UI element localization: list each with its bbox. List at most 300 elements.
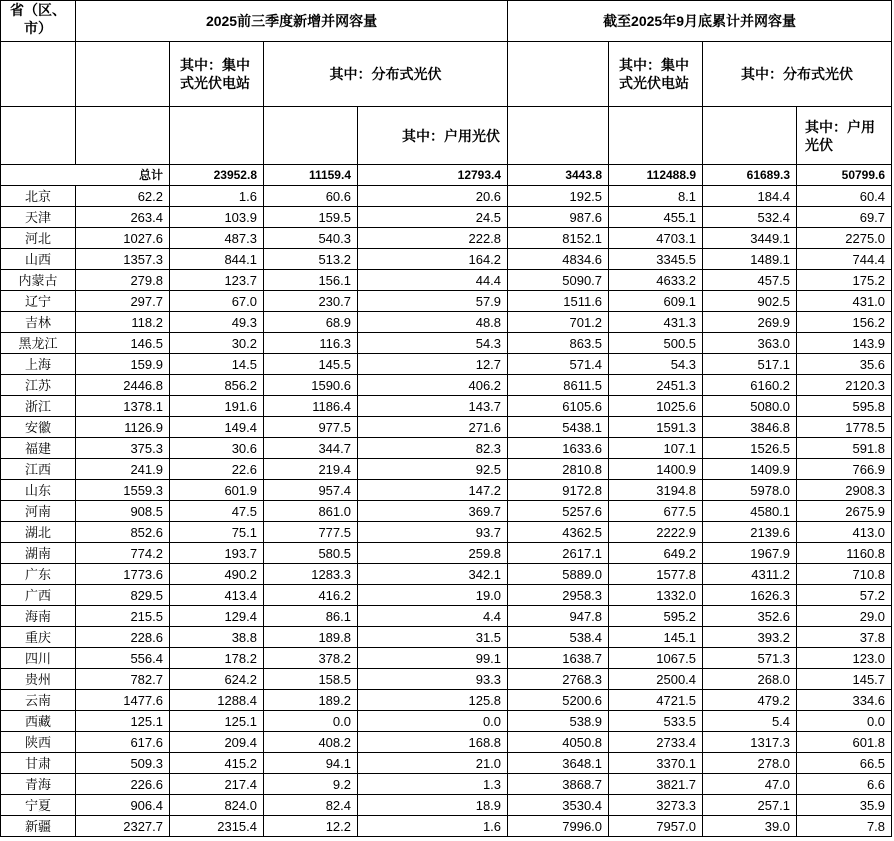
capacity-value: 164.2 <box>358 249 508 270</box>
capacity-value: 824.0 <box>170 795 264 816</box>
province-name: 河北 <box>1 228 76 249</box>
province-name: 安徽 <box>1 417 76 438</box>
capacity-value: 1027.6 <box>76 228 170 249</box>
total-value: 50799.6 <box>797 165 892 186</box>
capacity-value: 777.5 <box>264 522 358 543</box>
capacity-value: 0.0 <box>264 711 358 732</box>
capacity-value: 457.5 <box>703 270 797 291</box>
table-row <box>1 312 892 333</box>
capacity-value: 62.2 <box>76 186 170 207</box>
capacity-value: 191.6 <box>170 396 264 417</box>
capacity-value: 856.2 <box>170 375 264 396</box>
capacity-value: 2139.6 <box>703 522 797 543</box>
table-row <box>1 564 892 585</box>
capacity-value: 8.1 <box>609 186 703 207</box>
cum-central-header: 其中：集中式光伏电站 <box>609 42 703 107</box>
capacity-value: 93.7 <box>358 522 508 543</box>
total-value: 3443.8 <box>508 165 609 186</box>
province-name: 贵州 <box>1 669 76 690</box>
table-row <box>1 270 892 291</box>
capacity-value: 617.6 <box>76 732 170 753</box>
cum-household-header: 其中：户用光伏 <box>797 107 892 165</box>
capacity-value: 1126.9 <box>76 417 170 438</box>
capacity-value: 149.4 <box>170 417 264 438</box>
capacity-value: 500.5 <box>609 333 703 354</box>
capacity-value: 259.8 <box>358 543 508 564</box>
table-row <box>1 186 892 207</box>
table-row <box>1 648 892 669</box>
capacity-value: 1332.0 <box>609 585 703 606</box>
capacity-value: 6105.6 <box>508 396 609 417</box>
capacity-value: 415.2 <box>170 753 264 774</box>
capacity-value: 94.1 <box>264 753 358 774</box>
capacity-value: 44.4 <box>358 270 508 291</box>
capacity-value: 490.2 <box>170 564 264 585</box>
province-name: 广西 <box>1 585 76 606</box>
capacity-value: 189.8 <box>264 627 358 648</box>
capacity-value: 4633.2 <box>609 270 703 291</box>
total-value: 11159.4 <box>264 165 358 186</box>
table-row <box>1 711 892 732</box>
capacity-value: 125.8 <box>358 690 508 711</box>
capacity-value: 158.5 <box>264 669 358 690</box>
capacity-value: 2675.9 <box>797 501 892 522</box>
capacity-value: 6160.2 <box>703 375 797 396</box>
capacity-value: 7996.0 <box>508 816 609 837</box>
header-blank-cell <box>1 42 76 107</box>
capacity-value: 263.4 <box>76 207 170 228</box>
capacity-value: 455.1 <box>609 207 703 228</box>
capacity-value: 406.2 <box>358 375 508 396</box>
province-name: 湖北 <box>1 522 76 543</box>
capacity-value: 902.5 <box>703 291 797 312</box>
capacity-value: 677.5 <box>609 501 703 522</box>
capacity-value: 1.6 <box>170 186 264 207</box>
capacity-value: 69.7 <box>797 207 892 228</box>
capacity-value: 2327.7 <box>76 816 170 837</box>
capacity-value: 20.6 <box>358 186 508 207</box>
capacity-value: 178.2 <box>170 648 264 669</box>
capacity-value: 2315.4 <box>170 816 264 837</box>
header-blank-cell <box>170 107 264 165</box>
capacity-value: 99.1 <box>358 648 508 669</box>
capacity-value: 66.5 <box>797 753 892 774</box>
capacity-value: 334.6 <box>797 690 892 711</box>
capacity-value: 4050.8 <box>508 732 609 753</box>
capacity-value: 297.7 <box>76 291 170 312</box>
capacity-value: 408.2 <box>264 732 358 753</box>
capacity-value: 145.7 <box>797 669 892 690</box>
capacity-value: 143.9 <box>797 333 892 354</box>
capacity-value: 538.9 <box>508 711 609 732</box>
capacity-value: 219.4 <box>264 459 358 480</box>
capacity-value: 5438.1 <box>508 417 609 438</box>
table-row <box>1 627 892 648</box>
province-name: 江西 <box>1 459 76 480</box>
capacity-value: 54.3 <box>609 354 703 375</box>
capacity-value: 1559.3 <box>76 480 170 501</box>
cum-distributed-header: 其中：分布式光伏 <box>703 42 892 107</box>
capacity-value: 0.0 <box>797 711 892 732</box>
capacity-value: 863.5 <box>508 333 609 354</box>
capacity-value: 3449.1 <box>703 228 797 249</box>
capacity-value: 649.2 <box>609 543 703 564</box>
capacity-value: 21.0 <box>358 753 508 774</box>
capacity-value: 278.0 <box>703 753 797 774</box>
capacity-value: 580.5 <box>264 543 358 564</box>
capacity-value: 2908.3 <box>797 480 892 501</box>
table-row <box>1 732 892 753</box>
table-row <box>1 606 892 627</box>
capacity-value: 1773.6 <box>76 564 170 585</box>
header-blank-cell <box>76 42 170 107</box>
capacity-value: 6.6 <box>797 774 892 795</box>
capacity-value: 2275.0 <box>797 228 892 249</box>
capacity-value: 416.2 <box>264 585 358 606</box>
capacity-value: 2451.3 <box>609 375 703 396</box>
capacity-value: 228.6 <box>76 627 170 648</box>
header-blank-cell <box>1 107 76 165</box>
capacity-value: 624.2 <box>170 669 264 690</box>
capacity-value: 2120.3 <box>797 375 892 396</box>
capacity-value: 222.8 <box>358 228 508 249</box>
capacity-value: 192.5 <box>508 186 609 207</box>
total-value: 112488.9 <box>609 165 703 186</box>
capacity-value: 3273.3 <box>609 795 703 816</box>
table-row <box>1 207 892 228</box>
capacity-value: 1778.5 <box>797 417 892 438</box>
capacity-value: 5080.0 <box>703 396 797 417</box>
capacity-value: 431.3 <box>609 312 703 333</box>
capacity-value: 7.8 <box>797 816 892 837</box>
cumulative-capacity-header: 截至2025年9月底累计并网容量 <box>508 1 892 42</box>
province-name: 新疆 <box>1 816 76 837</box>
capacity-value: 957.4 <box>264 480 358 501</box>
table-row <box>1 249 892 270</box>
capacity-value: 977.5 <box>264 417 358 438</box>
capacity-value: 1400.9 <box>609 459 703 480</box>
capacity-value: 118.2 <box>76 312 170 333</box>
capacity-value: 517.1 <box>703 354 797 375</box>
header-blank-cell <box>508 107 609 165</box>
capacity-value: 2733.4 <box>609 732 703 753</box>
capacity-value: 375.3 <box>76 438 170 459</box>
capacity-value: 226.6 <box>76 774 170 795</box>
capacity-value: 279.8 <box>76 270 170 291</box>
capacity-value: 30.6 <box>170 438 264 459</box>
capacity-value: 1288.4 <box>170 690 264 711</box>
table-row <box>1 354 892 375</box>
capacity-value: 217.4 <box>170 774 264 795</box>
capacity-value: 852.6 <box>76 522 170 543</box>
capacity-value: 1160.8 <box>797 543 892 564</box>
capacity-value: 1.3 <box>358 774 508 795</box>
capacity-value: 57.2 <box>797 585 892 606</box>
capacity-value: 1633.6 <box>508 438 609 459</box>
capacity-value: 1526.5 <box>703 438 797 459</box>
table-row <box>1 396 892 417</box>
capacity-value: 3868.7 <box>508 774 609 795</box>
capacity-value: 86.1 <box>264 606 358 627</box>
capacity-value: 159.9 <box>76 354 170 375</box>
capacity-value: 193.7 <box>170 543 264 564</box>
capacity-value: 12.7 <box>358 354 508 375</box>
capacity-value: 75.1 <box>170 522 264 543</box>
province-name: 青海 <box>1 774 76 795</box>
capacity-value: 2222.9 <box>609 522 703 543</box>
capacity-value: 8611.5 <box>508 375 609 396</box>
capacity-value: 146.5 <box>76 333 170 354</box>
capacity-value: 344.7 <box>264 438 358 459</box>
capacity-value: 533.5 <box>609 711 703 732</box>
capacity-value: 47.0 <box>703 774 797 795</box>
province-name: 吉林 <box>1 312 76 333</box>
province-name: 重庆 <box>1 627 76 648</box>
capacity-value: 22.6 <box>170 459 264 480</box>
capacity-value: 116.3 <box>264 333 358 354</box>
capacity-value: 5257.6 <box>508 501 609 522</box>
capacity-value: 540.3 <box>264 228 358 249</box>
capacity-value: 487.3 <box>170 228 264 249</box>
capacity-value: 49.3 <box>170 312 264 333</box>
capacity-value: 37.8 <box>797 627 892 648</box>
capacity-value: 67.0 <box>170 291 264 312</box>
capacity-value: 1489.1 <box>703 249 797 270</box>
capacity-value: 413.4 <box>170 585 264 606</box>
table-row <box>1 816 892 837</box>
province-name: 广东 <box>1 564 76 585</box>
capacity-value: 591.8 <box>797 438 892 459</box>
province-name: 山东 <box>1 480 76 501</box>
capacity-value: 393.2 <box>703 627 797 648</box>
table-row <box>1 585 892 606</box>
capacity-value: 215.5 <box>76 606 170 627</box>
capacity-value: 1378.1 <box>76 396 170 417</box>
capacity-value: 48.8 <box>358 312 508 333</box>
table-row <box>1 795 892 816</box>
capacity-value: 3821.7 <box>609 774 703 795</box>
capacity-value: 82.4 <box>264 795 358 816</box>
total-value: 61689.3 <box>703 165 797 186</box>
capacity-value: 413.0 <box>797 522 892 543</box>
capacity-value: 156.1 <box>264 270 358 291</box>
capacity-value: 1626.3 <box>703 585 797 606</box>
capacity-value: 0.0 <box>358 711 508 732</box>
capacity-value: 1967.9 <box>703 543 797 564</box>
capacity-value: 5.4 <box>703 711 797 732</box>
capacity-value: 571.3 <box>703 648 797 669</box>
header-blank-cell <box>264 107 358 165</box>
total-row <box>1 165 892 186</box>
capacity-value: 1283.3 <box>264 564 358 585</box>
capacity-value: 168.8 <box>358 732 508 753</box>
capacity-value: 4703.1 <box>609 228 703 249</box>
capacity-value: 1477.6 <box>76 690 170 711</box>
table-row <box>1 438 892 459</box>
capacity-value: 18.9 <box>358 795 508 816</box>
table-row <box>1 333 892 354</box>
capacity-value: 82.3 <box>358 438 508 459</box>
province-name: 甘肃 <box>1 753 76 774</box>
capacity-value: 5889.0 <box>508 564 609 585</box>
capacity-value: 156.2 <box>797 312 892 333</box>
capacity-value: 369.7 <box>358 501 508 522</box>
capacity-value: 5200.6 <box>508 690 609 711</box>
capacity-value: 9172.8 <box>508 480 609 501</box>
capacity-value: 47.5 <box>170 501 264 522</box>
capacity-value: 1357.3 <box>76 249 170 270</box>
table-row <box>1 501 892 522</box>
capacity-value: 509.3 <box>76 753 170 774</box>
province-header: 省（区、市） <box>1 1 76 42</box>
table-row <box>1 480 892 501</box>
table-row <box>1 669 892 690</box>
capacity-value: 1.6 <box>358 816 508 837</box>
header-blank-cell <box>76 107 170 165</box>
capacity-value: 257.1 <box>703 795 797 816</box>
table-row <box>1 228 892 249</box>
province-name: 陕西 <box>1 732 76 753</box>
total-value: 23952.8 <box>170 165 264 186</box>
capacity-value: 4580.1 <box>703 501 797 522</box>
capacity-value: 9.2 <box>264 774 358 795</box>
capacity-value: 147.2 <box>358 480 508 501</box>
capacity-value: 378.2 <box>264 648 358 669</box>
capacity-value: 987.6 <box>508 207 609 228</box>
capacity-value: 209.4 <box>170 732 264 753</box>
province-name: 福建 <box>1 438 76 459</box>
capacity-value: 3194.8 <box>609 480 703 501</box>
capacity-value: 844.1 <box>170 249 264 270</box>
capacity-value: 93.3 <box>358 669 508 690</box>
capacity-value: 1317.3 <box>703 732 797 753</box>
capacity-value: 35.9 <box>797 795 892 816</box>
capacity-value: 1511.6 <box>508 291 609 312</box>
header-blank-cell <box>609 107 703 165</box>
new-household-header: 其中：户用光伏 <box>358 107 508 165</box>
capacity-value: 30.2 <box>170 333 264 354</box>
total-value: 12793.4 <box>358 165 508 186</box>
capacity-value: 125.1 <box>76 711 170 732</box>
capacity-value: 744.4 <box>797 249 892 270</box>
capacity-value: 556.4 <box>76 648 170 669</box>
capacity-value: 175.2 <box>797 270 892 291</box>
capacity-value: 14.5 <box>170 354 264 375</box>
total-label: 总计 <box>1 165 170 186</box>
province-name: 山西 <box>1 249 76 270</box>
province-name: 河南 <box>1 501 76 522</box>
capacity-value: 19.0 <box>358 585 508 606</box>
capacity-value: 352.6 <box>703 606 797 627</box>
new-central-header: 其中：集中式光伏电站 <box>170 42 264 107</box>
capacity-value: 1577.8 <box>609 564 703 585</box>
capacity-value: 60.6 <box>264 186 358 207</box>
capacity-value: 1067.5 <box>609 648 703 669</box>
capacity-value: 241.9 <box>76 459 170 480</box>
table-row <box>1 417 892 438</box>
capacity-value: 29.0 <box>797 606 892 627</box>
capacity-value: 230.7 <box>264 291 358 312</box>
province-name: 辽宁 <box>1 291 76 312</box>
capacity-value: 774.2 <box>76 543 170 564</box>
capacity-value: 39.0 <box>703 816 797 837</box>
capacity-value: 595.8 <box>797 396 892 417</box>
capacity-value: 4834.6 <box>508 249 609 270</box>
table-row <box>1 375 892 396</box>
table-row <box>1 753 892 774</box>
capacity-value: 184.4 <box>703 186 797 207</box>
table-row <box>1 774 892 795</box>
capacity-value: 3648.1 <box>508 753 609 774</box>
new-distributed-header: 其中：分布式光伏 <box>264 42 508 107</box>
capacity-value: 60.4 <box>797 186 892 207</box>
capacity-value: 4311.2 <box>703 564 797 585</box>
capacity-value: 861.0 <box>264 501 358 522</box>
capacity-value: 8152.1 <box>508 228 609 249</box>
province-name: 内蒙古 <box>1 270 76 291</box>
capacity-value: 271.6 <box>358 417 508 438</box>
capacity-value: 92.5 <box>358 459 508 480</box>
capacity-value: 595.2 <box>609 606 703 627</box>
capacity-value: 2446.8 <box>76 375 170 396</box>
capacity-value: 123.7 <box>170 270 264 291</box>
capacity-value: 782.7 <box>76 669 170 690</box>
capacity-value: 143.7 <box>358 396 508 417</box>
capacity-value: 601.9 <box>170 480 264 501</box>
capacity-value: 3370.1 <box>609 753 703 774</box>
capacity-value: 947.8 <box>508 606 609 627</box>
capacity-value: 1638.7 <box>508 648 609 669</box>
capacity-value: 3846.8 <box>703 417 797 438</box>
header-blank-cell <box>508 42 609 107</box>
capacity-value: 269.9 <box>703 312 797 333</box>
capacity-value: 31.5 <box>358 627 508 648</box>
capacity-value: 145.1 <box>609 627 703 648</box>
capacity-value: 35.6 <box>797 354 892 375</box>
capacity-value: 2500.4 <box>609 669 703 690</box>
capacity-value: 601.8 <box>797 732 892 753</box>
capacity-value: 532.4 <box>703 207 797 228</box>
capacity-value: 609.1 <box>609 291 703 312</box>
capacity-value: 38.8 <box>170 627 264 648</box>
capacity-value: 701.2 <box>508 312 609 333</box>
capacity-value: 68.9 <box>264 312 358 333</box>
capacity-value: 7957.0 <box>609 816 703 837</box>
capacity-value: 479.2 <box>703 690 797 711</box>
province-name: 天津 <box>1 207 76 228</box>
capacity-value: 54.3 <box>358 333 508 354</box>
table-row <box>1 459 892 480</box>
capacity-value: 4721.5 <box>609 690 703 711</box>
province-name: 四川 <box>1 648 76 669</box>
province-name: 黑龙江 <box>1 333 76 354</box>
province-name: 浙江 <box>1 396 76 417</box>
capacity-value: 1025.6 <box>609 396 703 417</box>
capacity-value: 3345.5 <box>609 249 703 270</box>
capacity-value: 2768.3 <box>508 669 609 690</box>
capacity-value: 1591.3 <box>609 417 703 438</box>
table-row <box>1 690 892 711</box>
province-name: 湖南 <box>1 543 76 564</box>
capacity-value: 123.0 <box>797 648 892 669</box>
capacity-value: 363.0 <box>703 333 797 354</box>
capacity-value: 906.4 <box>76 795 170 816</box>
table-row <box>1 522 892 543</box>
capacity-value: 129.4 <box>170 606 264 627</box>
capacity-value: 710.8 <box>797 564 892 585</box>
province-name: 北京 <box>1 186 76 207</box>
capacity-value: 159.5 <box>264 207 358 228</box>
